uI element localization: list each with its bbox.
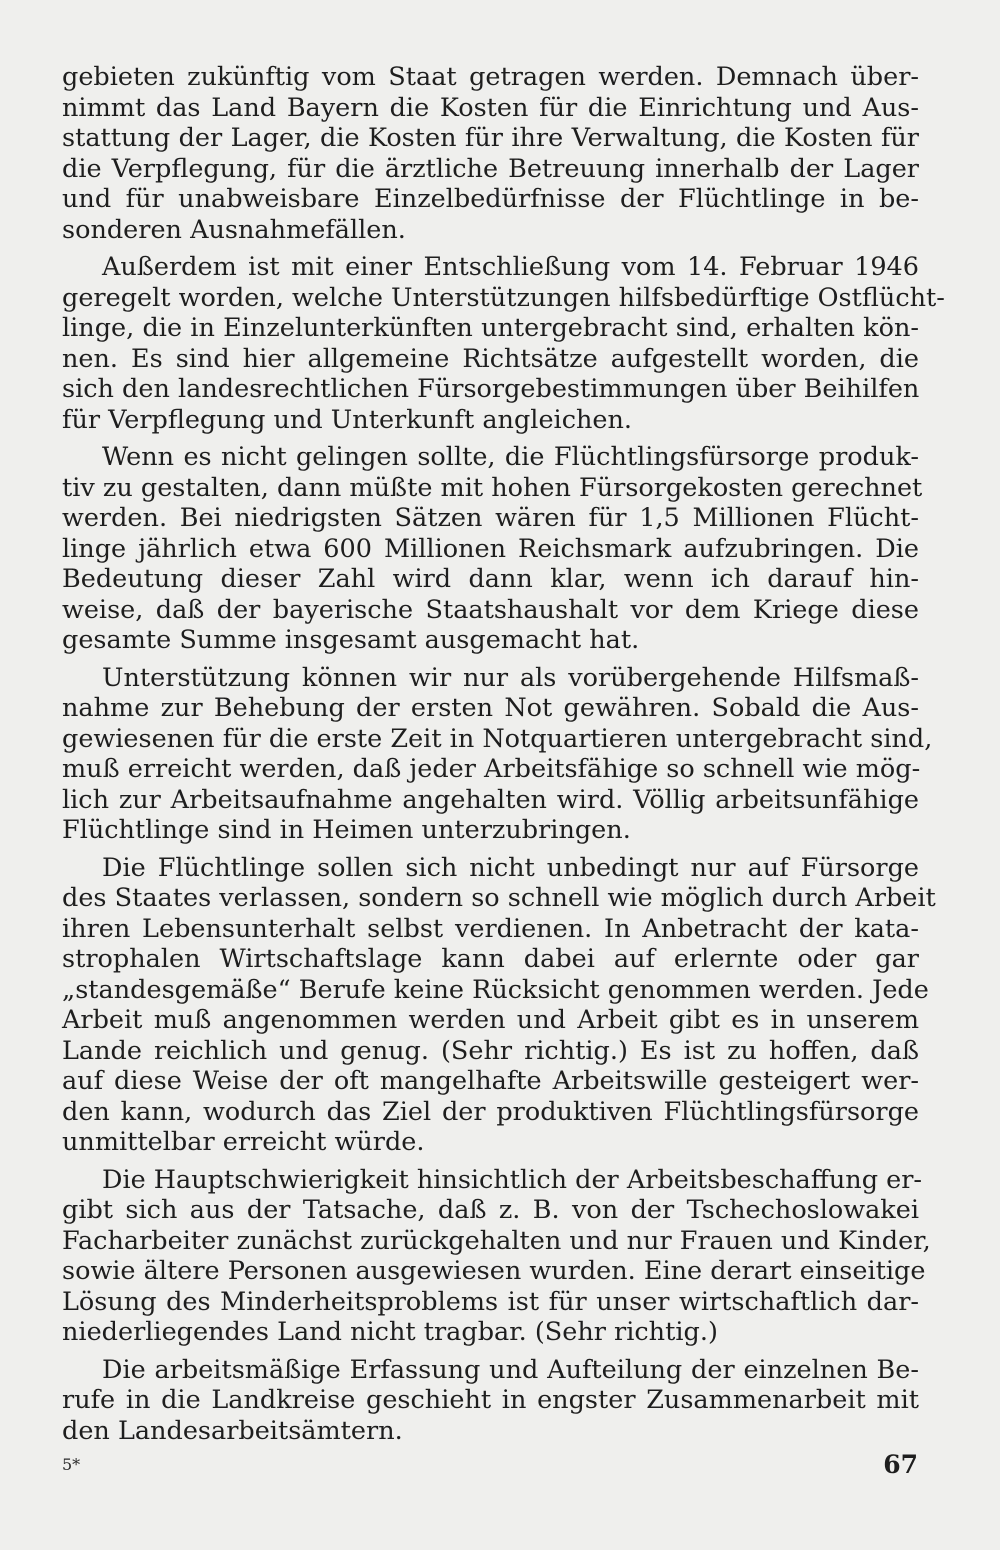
text-line: muß erreicht werden, daß jeder Arbeitsfähige so schnell wie mög-: [62, 754, 921, 784]
text-line: den Landesarbeitsämtern.: [62, 1415, 403, 1446]
paragraph: [62, 662, 933, 846]
text-line: strophalen Wirtschaftslage kann dabei auf erlernte oder gar: [62, 944, 919, 974]
text-line: für Verpflegung und Unterkunft angleichen.: [62, 404, 633, 435]
text-line: ihren Lebensunterhalt selbst verdienen. In Anbetracht der kata-: [62, 913, 919, 944]
text-line: gibt sich aus der Tatsache, daß z. B. von der Tschechoslowakei: [62, 1195, 919, 1225]
text-line: linge, die in Einzelunterkünften untergebracht sind, erhalten kön-: [62, 313, 919, 343]
text-line: gebieten zukünftig vom Staat getragen werden. Demnach über-: [62, 62, 919, 92]
text-line: unmittelbar erreicht würde.: [62, 1127, 425, 1157]
text-line: sowie ältere Personen ausgewiesen wurden. Eine derart einseitige: [62, 1256, 926, 1286]
text-line: Außerdem ist mit einer Entschließung vom 14. Februar 1946: [102, 252, 919, 282]
body-text: [62, 62, 945, 1453]
text-line: Unterstützung können wir nur als vorübergehende Hilfsmaß-: [102, 662, 919, 693]
text-line: Arbeit muß angenommen werden und Arbeit gibt es in unserem: [62, 1005, 919, 1035]
text-line: Facharbeiter zunächst zurückgehalten und nur Frauen und Kinder,: [62, 1225, 931, 1256]
text-line: den kann, wodurch das Ziel der produktiven Flüchtlingsfürsorge: [62, 1096, 919, 1127]
text-line: Die arbeitsmäßige Erfassung und Aufteilung der einzelnen Be-: [102, 1354, 919, 1385]
text-line: des Staates verlassen, sondern so schnell wie möglich durch Arbeit: [62, 883, 936, 913]
text-line: Die Hauptschwierigkeit hinsichtlich der Arbeitsbeschaffung er-: [102, 1164, 923, 1195]
text-line: nimmt das Land Bayern die Kosten für die Einrichtung und Aus-: [62, 92, 919, 123]
text-line: Die Flüchtlinge sollen sich nicht unbedingt nur auf Fürsorge: [102, 852, 919, 883]
paragraph: [62, 62, 919, 245]
text-line: Lösung des Minderheitsproblems ist für unser wirtschaftlich dar-: [62, 1286, 919, 1317]
text-line: nahme zur Behebung der ersten Not gewähren. Sobald die Aus-: [62, 693, 919, 723]
text-line: auf diese Weise der oft mangelhafte Arbeitswille gesteigert wer-: [62, 1066, 919, 1096]
paragraph: [62, 1164, 931, 1348]
text-line: niederliegendes Land nicht tragbar. (Sehr richtig.): [62, 1317, 718, 1347]
text-line: Lande reichlich und genug. (Sehr richtig.) Es ist zu hoffen, daß: [62, 1035, 919, 1066]
text-line: stattung der Lager, die Kosten für ihre Verwaltung, die Kosten für: [62, 123, 919, 153]
page-number: 67: [883, 1450, 918, 1479]
text-line: linge jährlich etwa 600 Millionen Reichsmark aufzubringen. Die: [62, 533, 919, 564]
paragraph: [62, 252, 945, 435]
text-line: lich zur Arbeitsaufnahme angehalten wird. Völlig arbeitsunfähige: [62, 784, 919, 815]
text-line: Flüchtlinge sind in Heimen unterzubringen.: [62, 815, 631, 845]
text-line: tiv zu gestalten, dann müßte mit hohen Fürsorgekosten gerechnet: [62, 472, 923, 503]
text-line: sich den landesrechtlichen Fürsorgebestimmungen über Beihilfen: [62, 374, 920, 404]
text-line: die Verpflegung, für die ärztliche Betreuung innerhalb der Lager: [62, 153, 919, 184]
text-line: werden. Bei niedrigsten Sätzen wären für 1,5 Millionen Flücht-: [62, 503, 919, 533]
text-line: gesamte Summe insgesamt ausgemacht hat.: [62, 625, 640, 655]
text-line: Wenn es nicht gelingen sollte, die Flüchtlingsfürsorge produk-: [102, 442, 919, 472]
text-line: nen. Es sind hier allgemeine Richtsätze aufgestellt worden, die: [62, 343, 919, 374]
text-line: Bedeutung dieser Zahl wird dann klar, wenn ich darauf hin-: [62, 564, 919, 594]
text-line: geregelt worden, welche Unterstützungen hilfsbedürftige Ostflücht-: [62, 282, 945, 313]
text-line: „standesgemäße“ Berufe keine Rücksicht genommen werden. Jede: [62, 974, 929, 1005]
paragraph: [62, 442, 923, 656]
text-line: sonderen Ausnahmefällen.: [62, 214, 406, 245]
text-line: und für unabweisbare Einzelbedürfnisse der Flüchtlinge in be-: [62, 184, 919, 214]
text-line: gewiesenen für die erste Zeit in Notquartieren untergebracht sind,: [62, 723, 933, 754]
text-line: rufe in die Landkreise geschieht in engster Zusammenarbeit mit: [62, 1385, 919, 1415]
text-line: weise, daß der bayerische Staatshaushalt vor dem Kriege diese: [62, 594, 919, 625]
paragraph: [62, 852, 936, 1158]
printer-signature-mark: 5*: [62, 1455, 81, 1474]
paragraph: [62, 1355, 919, 1447]
